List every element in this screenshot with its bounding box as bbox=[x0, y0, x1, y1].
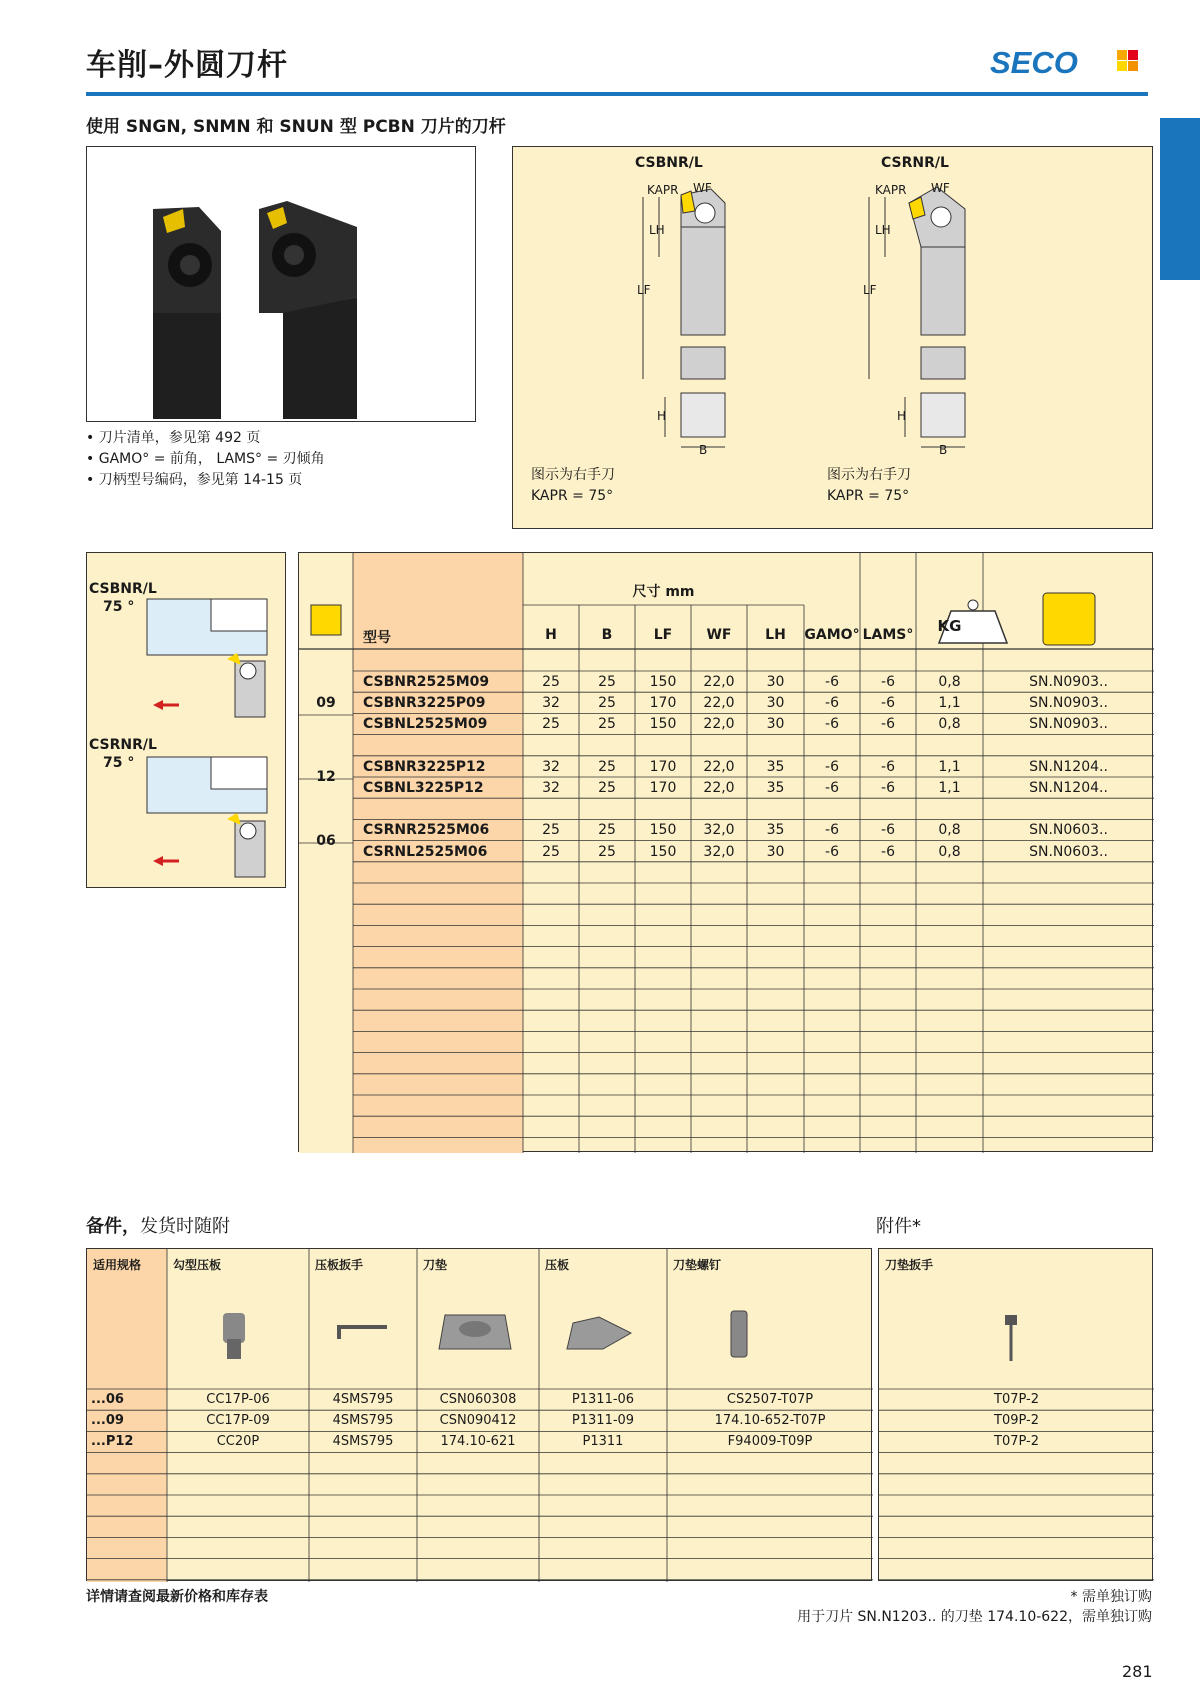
section-tab bbox=[1160, 118, 1200, 280]
value-cell: -6 bbox=[881, 674, 895, 690]
insert-cell: SN.N0603.. bbox=[1029, 822, 1108, 839]
model-cell: CSBNR3225P09 bbox=[363, 695, 486, 712]
accessory-cell: T09P-2 bbox=[994, 1413, 1039, 1429]
column-header: WF bbox=[706, 627, 732, 643]
part-cell: 4SMS795 bbox=[332, 1392, 394, 1407]
sketch-label-b: CSRNR/L bbox=[89, 737, 157, 753]
value-cell: -6 bbox=[881, 780, 895, 796]
part-cell: CSN090412 bbox=[439, 1413, 517, 1429]
value-cell: 22,0 bbox=[703, 758, 735, 775]
part-cell: 174.10-621 bbox=[440, 1434, 516, 1450]
insert-cell: SN.N0603.. bbox=[1029, 843, 1108, 860]
column-header: LAMS° bbox=[862, 627, 914, 643]
column-header: LH bbox=[765, 627, 786, 643]
value-cell: 22,0 bbox=[703, 780, 735, 796]
accessory-column-header: 刀垫扳手 bbox=[885, 1258, 934, 1272]
value-cell: 25 bbox=[598, 695, 616, 712]
title-rule bbox=[86, 92, 1148, 96]
value-cell: 25 bbox=[598, 674, 616, 690]
spare-column-header: 压板扳手 bbox=[315, 1258, 364, 1272]
insert-cell: SN.N0903.. bbox=[1029, 674, 1108, 690]
shim-icon bbox=[417, 1305, 539, 1365]
part-cell: CC20P bbox=[216, 1434, 260, 1450]
part-cell: P1311-06 bbox=[571, 1392, 635, 1407]
spare-parts-title: 备件，发货时随附 bbox=[86, 1216, 230, 1237]
value-cell: 1,1 bbox=[938, 695, 961, 712]
spare-parts-table bbox=[86, 1248, 872, 1581]
torx-key-icon bbox=[979, 1305, 1039, 1365]
value-cell: 25 bbox=[598, 716, 616, 733]
value-cell: 0,8 bbox=[938, 822, 961, 839]
shim-screw-icon bbox=[667, 1305, 873, 1365]
value-cell: 30 bbox=[766, 843, 785, 860]
dim-lh-left: LH bbox=[649, 223, 665, 237]
dim-kapr-left: KAPR bbox=[647, 183, 679, 197]
note-item: • 刀片清单，参见第 492 页 bbox=[86, 428, 325, 449]
value-cell: -6 bbox=[825, 716, 839, 733]
note-item: • GAMO° = 前角， LAMS° = 刃倾角 bbox=[86, 449, 325, 470]
part-cell: CC17P-09 bbox=[206, 1413, 270, 1429]
dim-h-right: H bbox=[897, 409, 907, 423]
column-header: B bbox=[601, 627, 613, 643]
value-cell: 150 bbox=[649, 716, 677, 733]
insert-size-cell: 12 bbox=[316, 769, 336, 785]
value-cell: 32,0 bbox=[703, 843, 735, 860]
sketch-angle-a: 75 ° bbox=[103, 599, 135, 615]
column-header: LF bbox=[653, 627, 673, 643]
value-cell: 170 bbox=[649, 758, 677, 775]
value-cell: 30 bbox=[766, 674, 785, 690]
accessory-title: 附件* bbox=[876, 1216, 921, 1237]
column-header: GAMO° bbox=[804, 627, 860, 643]
footer-order-note: * 需单独订购 bbox=[1070, 1589, 1152, 1605]
insert-cell: SN.N1204.. bbox=[1029, 758, 1108, 775]
insert-size-cell: 09 bbox=[316, 694, 336, 711]
value-cell: 25 bbox=[542, 822, 560, 839]
value-cell: 22,0 bbox=[703, 695, 735, 712]
value-cell: -6 bbox=[825, 695, 839, 712]
value-cell: -6 bbox=[881, 822, 895, 839]
value-cell: 30 bbox=[766, 716, 785, 733]
spare-column-header: 压板 bbox=[545, 1258, 570, 1272]
value-cell: -6 bbox=[825, 674, 839, 690]
dim-lh-right: LH bbox=[875, 223, 891, 237]
accessory-cell: T07P-2 bbox=[994, 1434, 1039, 1450]
value-cell: 35 bbox=[766, 758, 785, 775]
spare-column-header: 刀垫 bbox=[423, 1258, 448, 1272]
sketch-angle-b: 75 ° bbox=[103, 755, 135, 771]
value-cell: 35 bbox=[766, 822, 785, 839]
column-header: H bbox=[545, 627, 557, 643]
model-header: 型号 bbox=[363, 630, 391, 646]
part-cell: CSN060308 bbox=[439, 1392, 517, 1407]
value-cell: 25 bbox=[598, 780, 616, 796]
insert-cell: SN.N0903.. bbox=[1029, 716, 1108, 733]
spare-column-header: 适用规格 bbox=[93, 1258, 142, 1272]
caption-left: 图示为右手刀 KAPR = 75° bbox=[531, 467, 615, 504]
model-cell: CSBNR3225P12 bbox=[363, 758, 486, 775]
value-cell: 32,0 bbox=[703, 822, 735, 839]
value-cell: 32 bbox=[542, 758, 560, 775]
model-cell: CSRNL2525M06 bbox=[363, 843, 488, 860]
dimension-header: 尺寸 mm bbox=[632, 584, 695, 600]
value-cell: -6 bbox=[881, 843, 895, 860]
value-cell: 170 bbox=[649, 695, 677, 712]
accessory-cell: T07P-2 bbox=[994, 1392, 1039, 1407]
dim-h-left: H bbox=[657, 409, 667, 423]
footer-shim-note: 用于刀片 SN.N1203.. 的刀垫 174.10-622，需单独订购 bbox=[797, 1609, 1152, 1625]
insert-cell: SN.N0903.. bbox=[1029, 695, 1108, 712]
value-cell: 25 bbox=[598, 822, 616, 839]
value-cell: -6 bbox=[881, 695, 895, 712]
value-cell: 22,0 bbox=[703, 716, 735, 733]
part-cell: CS2507-T07P bbox=[726, 1392, 814, 1407]
value-cell: -6 bbox=[881, 716, 895, 733]
sketch-label-a: CSBNR/L bbox=[89, 581, 157, 597]
footer-note: 详情请查阅最新价格和库存表 bbox=[86, 1589, 268, 1605]
kg-header: KG bbox=[937, 617, 962, 635]
value-cell: -6 bbox=[825, 758, 839, 775]
part-cell: F94009-T09P bbox=[727, 1434, 813, 1450]
key-icon bbox=[309, 1305, 417, 1365]
value-cell: 25 bbox=[542, 716, 560, 733]
value-cell: 25 bbox=[542, 843, 560, 860]
value-cell: 32 bbox=[542, 695, 560, 712]
notes-list bbox=[86, 428, 325, 491]
value-cell: 32 bbox=[542, 780, 560, 796]
type-sketch-panel bbox=[86, 552, 286, 888]
dim-b-left: B bbox=[699, 443, 708, 457]
value-cell: 0,8 bbox=[938, 716, 961, 733]
dim-b-right: B bbox=[939, 443, 948, 457]
diagram-label-csbnr: CSBNR/L bbox=[635, 155, 703, 171]
page-number: 281 bbox=[1122, 1662, 1153, 1681]
value-cell: 35 bbox=[766, 780, 785, 796]
part-cell: P1311 bbox=[582, 1434, 624, 1450]
spare-column-header: 刀垫螺钉 bbox=[673, 1258, 722, 1272]
model-cell: CSBNL2525M09 bbox=[363, 716, 488, 733]
clamp-icon bbox=[167, 1305, 309, 1365]
value-cell: -6 bbox=[881, 758, 895, 775]
dim-wf-left: WF bbox=[693, 181, 712, 195]
value-cell: 25 bbox=[598, 843, 616, 860]
value-cell: 25 bbox=[598, 758, 616, 775]
value-cell: 0,8 bbox=[938, 843, 961, 860]
spec-cell: ...09 bbox=[91, 1413, 124, 1429]
caption-right: 图示为右手刀 KAPR = 75° bbox=[827, 467, 911, 504]
holder-table bbox=[298, 552, 1153, 1152]
value-cell: 150 bbox=[649, 674, 677, 690]
value-cell: 22,0 bbox=[703, 674, 735, 690]
model-cell: CSRNR2525M06 bbox=[363, 822, 490, 839]
part-cell: 4SMS795 bbox=[332, 1434, 394, 1450]
note-item: • 刀柄型号编码，参见第 14-15 页 bbox=[86, 470, 325, 491]
part-cell: P1311-09 bbox=[571, 1413, 635, 1429]
accessory-table bbox=[878, 1248, 1153, 1581]
value-cell: -6 bbox=[825, 780, 839, 796]
insert-cell: SN.N1204.. bbox=[1029, 780, 1108, 796]
value-cell: 170 bbox=[649, 780, 677, 796]
svg-text:SECO: SECO bbox=[990, 45, 1078, 80]
model-cell: CSBNR2525M09 bbox=[363, 674, 490, 690]
value-cell: 150 bbox=[649, 843, 677, 860]
value-cell: 1,1 bbox=[938, 758, 961, 775]
dimension-diagram bbox=[512, 146, 1153, 529]
part-cell: CC17P-06 bbox=[206, 1392, 270, 1407]
page-title: 车削–外圆刀杆 bbox=[86, 48, 288, 83]
value-cell: 25 bbox=[542, 674, 560, 690]
model-cell: CSBNL3225P12 bbox=[363, 780, 484, 796]
product-photo bbox=[86, 146, 476, 422]
value-cell: 30 bbox=[766, 695, 785, 712]
spec-cell: ...06 bbox=[91, 1392, 124, 1407]
value-cell: 1,1 bbox=[938, 780, 961, 796]
dim-kapr-right: KAPR bbox=[875, 183, 907, 197]
spec-cell: ...P12 bbox=[91, 1434, 134, 1450]
value-cell: 150 bbox=[649, 822, 677, 839]
diagram-label-csrnr: CSRNR/L bbox=[881, 155, 949, 171]
dim-lf-right: LF bbox=[863, 283, 877, 297]
seco-logo bbox=[990, 44, 1140, 80]
value-cell: -6 bbox=[825, 843, 839, 860]
spare-column-header: 勾型压板 bbox=[173, 1258, 222, 1272]
dim-wf-right: WF bbox=[931, 181, 950, 195]
clamp-plate-icon bbox=[539, 1305, 667, 1365]
value-cell: 0,8 bbox=[938, 674, 961, 690]
part-cell: 4SMS795 bbox=[332, 1413, 394, 1429]
value-cell: -6 bbox=[825, 822, 839, 839]
dim-lf-left: LF bbox=[637, 283, 651, 297]
part-cell: 174.10-652-T07P bbox=[714, 1413, 826, 1429]
insert-size-cell: 06 bbox=[316, 832, 336, 849]
page-subtitle: 使用 SNGN, SNMN 和 SNUN 型 PCBN 刀片的刀杆 bbox=[86, 117, 506, 137]
